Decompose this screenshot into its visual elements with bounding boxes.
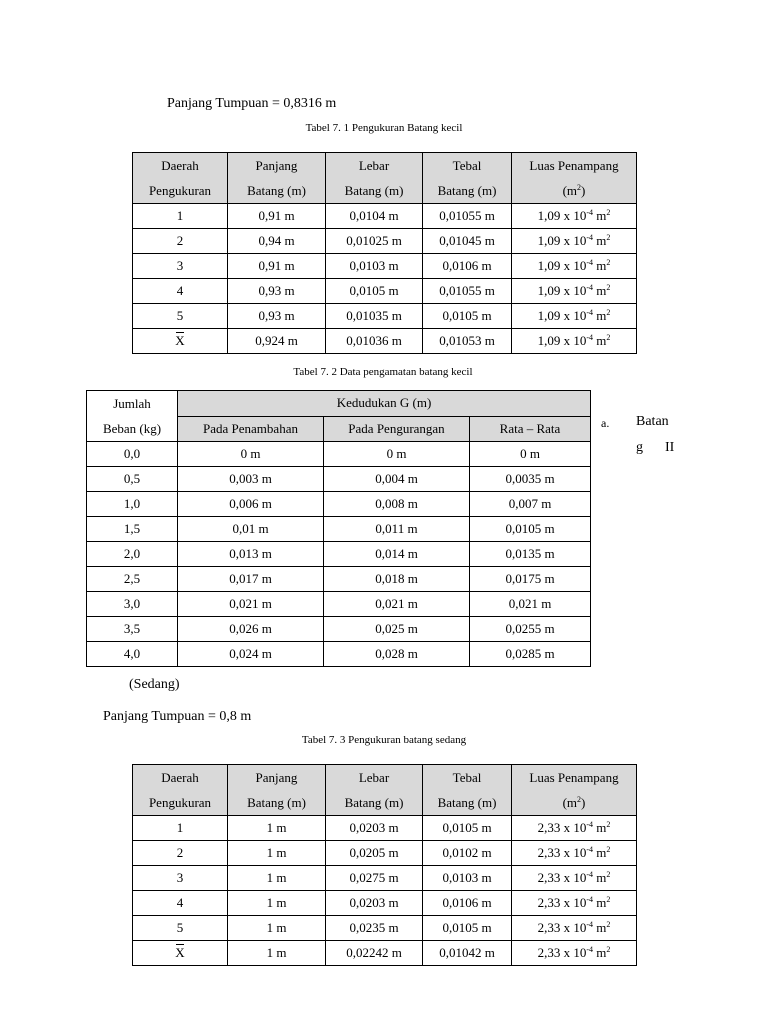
header-cell: Luas Penampang $(m^2)$: [512, 765, 637, 816]
mean-symbol: X: [133, 329, 228, 354]
table-cell: 5: [133, 916, 228, 941]
table-cell: 0,0205 m: [326, 841, 423, 866]
table-cell: 0,01055 m: [423, 279, 512, 304]
header-cell: Lebar Batang (m): [326, 153, 423, 204]
table-row: [133, 304, 637, 329]
table-cell: 0,01025 m: [326, 229, 423, 254]
table-row: [87, 467, 591, 492]
header-cell: Jumlah Beban (kg): [87, 391, 178, 442]
table-cell: 4,0: [87, 642, 178, 667]
table-cell: 0,021 m: [470, 592, 591, 617]
table-cell: 0,01055 m: [423, 204, 512, 229]
table-cell: 1,09 x $10^{-4}$ $m^2$: [512, 254, 637, 279]
table-row: [133, 916, 637, 941]
table-cell: 0,93 m: [228, 304, 326, 329]
table-cell: 0,01036 m: [326, 329, 423, 354]
table-cell: 0,0255 m: [470, 617, 591, 642]
table-cell: 0,0105 m: [423, 816, 512, 841]
table-cell: 1,09 x $10^{-4}$ $m^2$: [512, 204, 637, 229]
table-row: [87, 492, 591, 517]
table-cell: 0,01035 m: [326, 304, 423, 329]
header-cell: Tebal Batang (m): [423, 153, 512, 204]
table-cell: 0,025 m: [324, 617, 470, 642]
table-cell: 0,021 m: [178, 592, 324, 617]
table-cell: 0,026 m: [178, 617, 324, 642]
table-cell: 4: [133, 279, 228, 304]
table-cell: 3: [133, 866, 228, 891]
table-row-mean: [133, 941, 637, 966]
table-cell: 0,01 m: [178, 517, 324, 542]
table-cell: 3,5: [87, 617, 178, 642]
table-cell: 1 m: [228, 916, 326, 941]
table-cell: 0,91 m: [228, 254, 326, 279]
table-cell: 1,09 x $10^{-4}$ $m^2$: [512, 329, 637, 354]
table-2-caption: Tabel 7. 2 Data pengamatan batang kecil: [293, 366, 473, 378]
table-cell: 1 m: [228, 866, 326, 891]
table-3-medium-rod-measurement: [132, 764, 637, 966]
header-cell: Luas Penampang $(m^2)$: [512, 153, 637, 204]
table-cell: 1 m: [228, 891, 326, 916]
table-cell: 0,0103 m: [423, 866, 512, 891]
table-cell: 0,93 m: [228, 279, 326, 304]
table-cell: 4: [133, 891, 228, 916]
table-cell: 0,011 m: [324, 517, 470, 542]
table-cell: 1 m: [228, 941, 326, 966]
table-3-header-row: [133, 765, 637, 816]
header-group-cell: Kedudukan G (m): [178, 391, 591, 417]
table-cell: 0,0105 m: [470, 517, 591, 542]
table-cell: 0,0105 m: [423, 916, 512, 941]
table-cell: 0,007 m: [470, 492, 591, 517]
table-cell: 3: [133, 254, 228, 279]
table-cell: 0,94 m: [228, 229, 326, 254]
table-cell: 0,924 m: [228, 329, 326, 354]
table-row: [133, 891, 637, 916]
table-cell: 0,0275 m: [326, 866, 423, 891]
list-text-line2a: g: [636, 440, 643, 455]
table-row: [87, 567, 591, 592]
table-row-mean: [133, 329, 637, 354]
table-cell: 0,5: [87, 467, 178, 492]
table-row: [87, 617, 591, 642]
table-cell: 0,0175 m: [470, 567, 591, 592]
header-cell: Pada Penambahan: [178, 416, 324, 442]
table-cell: 0,0035 m: [470, 467, 591, 492]
table-3-caption: Tabel 7. 3 Pengukuran batang sedang: [301, 734, 467, 746]
table-cell: 0,018 m: [324, 567, 470, 592]
table-row: [87, 542, 591, 567]
header-cell: Daerah Pengukuran: [133, 153, 228, 204]
table-cell: 0,0285 m: [470, 642, 591, 667]
table-cell: 0,0102 m: [423, 841, 512, 866]
table-cell: 0,0104 m: [326, 204, 423, 229]
table-cell: 2,33 x $10^{-4}$ $m^2$: [512, 891, 637, 916]
table-cell: 0,0106 m: [423, 891, 512, 916]
table-cell: 1 m: [228, 841, 326, 866]
table-2-small-rod-observation: [86, 390, 591, 667]
table-2-header-row: [87, 391, 591, 417]
table-row: [133, 204, 637, 229]
header-cell: Rata – Rata: [470, 416, 591, 442]
table-cell: 0,017 m: [178, 567, 324, 592]
header-cell: Panjang Batang (m): [228, 153, 326, 204]
table-cell: 1,0: [87, 492, 178, 517]
table-cell: 1,09 x $10^{-4}$ $m^2$: [512, 279, 637, 304]
table-cell: 0,013 m: [178, 542, 324, 567]
header-cell: Panjang Batang (m): [228, 765, 326, 816]
table-row: [133, 229, 637, 254]
header-cell: Daerah Pengukuran: [133, 765, 228, 816]
table-cell: 1,09 x $10^{-4}$ $m^2$: [512, 229, 637, 254]
table-cell: 3,0: [87, 592, 178, 617]
header-cell: Tebal Batang (m): [423, 765, 512, 816]
table-1-caption: Tabel 7. 1 Pengukuran Batang kecil: [305, 122, 463, 134]
table-cell: 0,01045 m: [423, 229, 512, 254]
table-cell: 0,01042 m: [423, 941, 512, 966]
table-1-small-rod-measurement: [132, 152, 637, 354]
table-cell: 0,0135 m: [470, 542, 591, 567]
table-cell: 2: [133, 841, 228, 866]
table-cell: 0 m: [178, 442, 324, 467]
table-cell: 0,006 m: [178, 492, 324, 517]
mean-symbol: X: [133, 941, 228, 966]
table-cell: 0,014 m: [324, 542, 470, 567]
list-marker: a.: [601, 416, 610, 430]
table-row: [133, 841, 637, 866]
table-cell: 0 m: [470, 442, 591, 467]
list-text-line2b: II: [665, 440, 675, 455]
table-cell: 1: [133, 204, 228, 229]
table-cell: 1,09 x $10^{-4}$ $m^2$: [512, 304, 637, 329]
table-cell: 0,0235 m: [326, 916, 423, 941]
table-cell: 2,0: [87, 542, 178, 567]
table-cell: 0,004 m: [324, 467, 470, 492]
table-row: [87, 592, 591, 617]
table-cell: 1,5: [87, 517, 178, 542]
table-cell: 0,0106 m: [423, 254, 512, 279]
table-cell: 0,021 m: [324, 592, 470, 617]
table-cell: 0,0: [87, 442, 178, 467]
table-row: [87, 517, 591, 542]
table-cell: 0,0105 m: [326, 279, 423, 304]
table-row: [133, 254, 637, 279]
table-cell: 2,5: [87, 567, 178, 592]
table-row: [133, 866, 637, 891]
table-cell: 0,02242 m: [326, 941, 423, 966]
table-cell: 0,024 m: [178, 642, 324, 667]
support-length-medium: Panjang Tumpuan = 0,8 m: [103, 709, 252, 724]
table-cell: 0,91 m: [228, 204, 326, 229]
table-cell: 0,01053 m: [423, 329, 512, 354]
table-cell: 1 m: [228, 816, 326, 841]
table-cell: 2,33 x $10^{-4}$ $m^2$: [512, 941, 637, 966]
table-cell: 2,33 x $10^{-4}$ $m^2$: [512, 916, 637, 941]
table-cell: 2: [133, 229, 228, 254]
table-cell: 0,0203 m: [326, 816, 423, 841]
header-cell: Lebar Batang (m): [326, 765, 423, 816]
table-row: [87, 442, 591, 467]
table-cell: 0,008 m: [324, 492, 470, 517]
table-cell: 0,028 m: [324, 642, 470, 667]
table-cell: 0,0203 m: [326, 891, 423, 916]
table-1-header-row: [133, 153, 637, 204]
table-cell: 5: [133, 304, 228, 329]
table-cell: 2,33 x $10^{-4}$ $m^2$: [512, 841, 637, 866]
table-cell: 2,33 x $10^{-4}$ $m^2$: [512, 866, 637, 891]
table-cell: 0,0105 m: [423, 304, 512, 329]
table-cell: 0,003 m: [178, 467, 324, 492]
support-length-small: Panjang Tumpuan = 0,8316 m: [167, 96, 337, 111]
table-cell: 0,0103 m: [326, 254, 423, 279]
table-cell: 1: [133, 816, 228, 841]
table-row: [133, 816, 637, 841]
table-row: [87, 642, 591, 667]
table-row: [133, 279, 637, 304]
table-cell: 0 m: [324, 442, 470, 467]
table-cell: 2,33 x $10^{-4}$ $m^2$: [512, 816, 637, 841]
list-text-line1: Batan: [636, 414, 669, 429]
header-cell: Pada Pengurangan: [324, 416, 470, 442]
list-text-line3: (Sedang): [129, 677, 180, 692]
